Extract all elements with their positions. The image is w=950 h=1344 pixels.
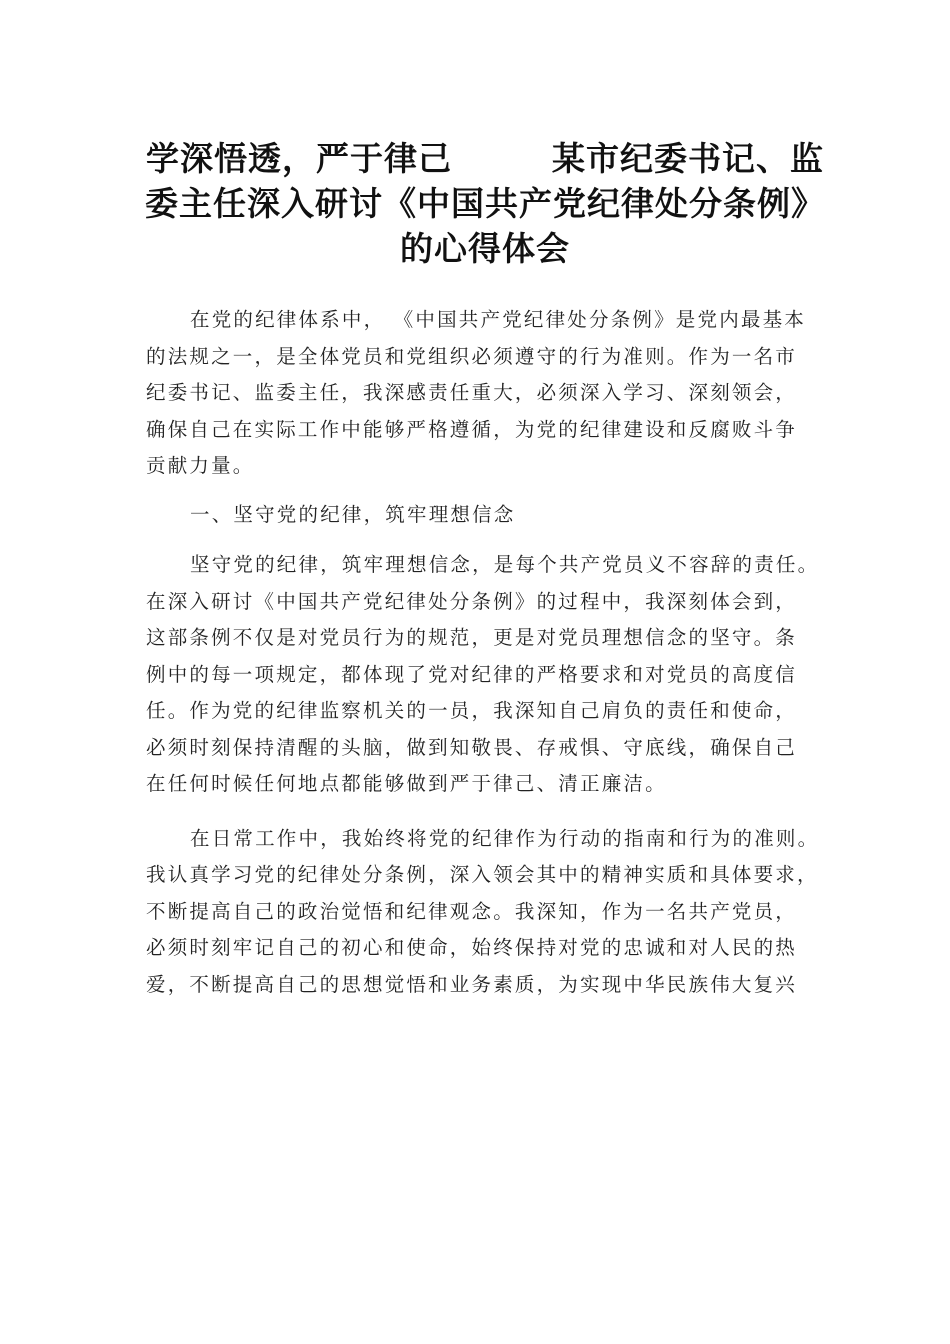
paragraph-line: 在深入研讨《中国共产党纪律处分条例》的过程中，我深刻体会到，: [146, 589, 798, 613]
paragraph-discipline: [146, 547, 820, 803]
paragraph-line: 在党的纪律体系中， 《中国共产党纪律处分条例》是党内最基本: [190, 308, 806, 331]
paragraph-spacer: [146, 485, 806, 497]
paragraph-line: 不断提高自己的政治觉悟和纪律观念。我深知，作为一名共产党员，: [146, 899, 798, 923]
title-line-2: 委主任深入研讨《中国共产党纪律处分条例》: [145, 184, 825, 223]
section-heading-text: 一、坚守党的纪律，筑牢理想信念: [190, 502, 516, 526]
paragraph-line: 这部条例不仅是对党员行为的规范，更是对党员理想信念的坚守。条: [146, 626, 798, 649]
paragraph-line: 坚守党的纪律，筑牢理想信念，是每个共产党员义不容辞的责任。: [190, 553, 820, 576]
paragraph-line: 必须时刻牢记自己的初心和使命，始终保持对党的忠诚和对人民的热: [146, 936, 798, 959]
paragraph-spacer: [146, 803, 806, 821]
paragraph-line: 我认真学习党的纪律处分条例，深入领会其中的精神实质和具体要求，: [146, 863, 819, 886]
paragraph-line: 的法规之一，是全体党员和党组织必须遵守的行为准则。作为一名市: [146, 344, 798, 368]
paragraph-line: 任。作为党的纪律监察机关的一员，我深知自己肩负的责任和使命，: [146, 699, 798, 722]
document-title: [140, 136, 830, 271]
paragraph-intro: [146, 302, 806, 485]
paragraph-line: 贡献力量。: [146, 454, 255, 477]
title-line-1-part-b: 某市纪委书记、监: [552, 139, 824, 178]
paragraph-line: 在日常工作中，我始终将党的纪律作为行动的指南和行为的准则。: [190, 826, 820, 850]
document-body: [146, 302, 820, 1003]
paragraph-line: 必须时刻保持清醒的头脑，做到知敬畏、存戒惧、守底线，确保自己: [146, 735, 798, 759]
paragraph-line: 纪委书记、监委主任，我深感责任重大，必须深入学习、深刻领会，: [146, 381, 798, 404]
title-line-1-part-a: 学深悟透，严于律己: [146, 139, 452, 178]
title-line-1: [140, 136, 830, 181]
title-line-3: 的心得体会: [400, 229, 570, 268]
paragraph-line: 爱，不断提高自己的思想觉悟和业务素质，为实现中华民族伟大复兴: [146, 972, 798, 996]
paragraph-daily-work: [146, 821, 820, 1004]
paragraph-line: 例中的每一项规定，都体现了党对纪律的严格要求和对党员的高度信: [146, 662, 798, 686]
paragraph-spacer: [146, 533, 806, 547]
paragraph-line: 确保自己在实际工作中能够严格遵循，为党的纪律建设和反腐败斗争: [146, 417, 798, 441]
paragraph-line: 在任何时候任何地点都能够做到严于律己、清正廉洁。: [146, 772, 667, 795]
section-heading-1: [146, 497, 806, 534]
